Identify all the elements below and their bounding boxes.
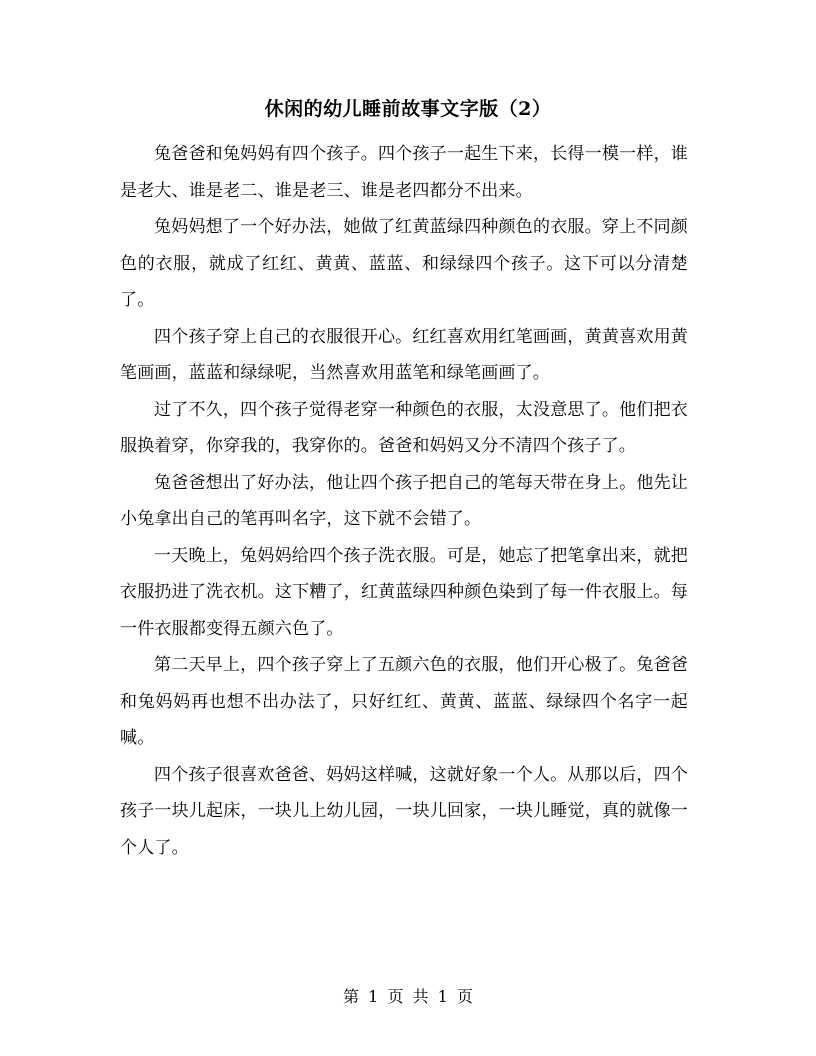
paragraph: 兔爸爸想出了好办法，他让四个孩子把自己的笔每天带在身上。他先让小兔拿出自己的笔再叫名字，这下就不会错了。 bbox=[120, 472, 688, 529]
paragraph: 四个孩子很喜欢爸爸、妈妈这样喊，这就好象一个人。从那以后，四个孩子一块儿起床，一块儿上幼儿园，一块儿回家，一块儿睡觉，真的就像一个人了。 bbox=[120, 764, 688, 858]
page-footer: 第 1 页 共 1 页 bbox=[343, 987, 473, 1006]
paragraph: 兔爸爸和兔妈妈有四个孩子。四个孩子一起生下来，长得一模一样，谁是老大、谁是老二、谁是老三、谁是老四都分不出来。 bbox=[120, 144, 688, 201]
paragraph: 第二天早上，四个孩子穿上了五颜六色的衣服，他们开心极了。兔爸爸和兔妈妈再也想不出办法了，只好红红、黄黄、蓝蓝、绿绿四个名字一起喊。 bbox=[120, 655, 688, 748]
paragraph: 四个孩子穿上自己的衣服很开心。红红喜欢用红笔画画，黄黄喜欢用黄笔画画，蓝蓝和绿绿呢，当然喜欢用蓝笔和绿笔画画了。 bbox=[120, 326, 688, 383]
paragraph: 过了不久，四个孩子觉得老穿一种颜色的衣服，太没意思了。他们把衣服换着穿，你穿我的，我穿你的。爸爸和妈妈又分不清四个孩子了。 bbox=[120, 399, 688, 456]
paragraph: 兔妈妈想了一个好办法，她做了红黄蓝绿四种颜色的衣服。穿上不同颜色的衣服，就成了红红、黄黄、蓝蓝、和绿绿四个孩子。这下可以分清楚了。 bbox=[120, 217, 688, 310]
paragraph: 一天晚上，兔妈妈给四个孩子洗衣服。可是，她忘了把笔拿出来，就把衣服扔进了洗衣机。这下糟了，红黄蓝绿四种颜色染到了每一件衣服上。每一件衣服都变得五颜六色了。 bbox=[120, 545, 688, 639]
document-body bbox=[120, 136, 688, 866]
document-title: 休闲的幼儿睡前故事文字版（2） bbox=[264, 98, 552, 120]
